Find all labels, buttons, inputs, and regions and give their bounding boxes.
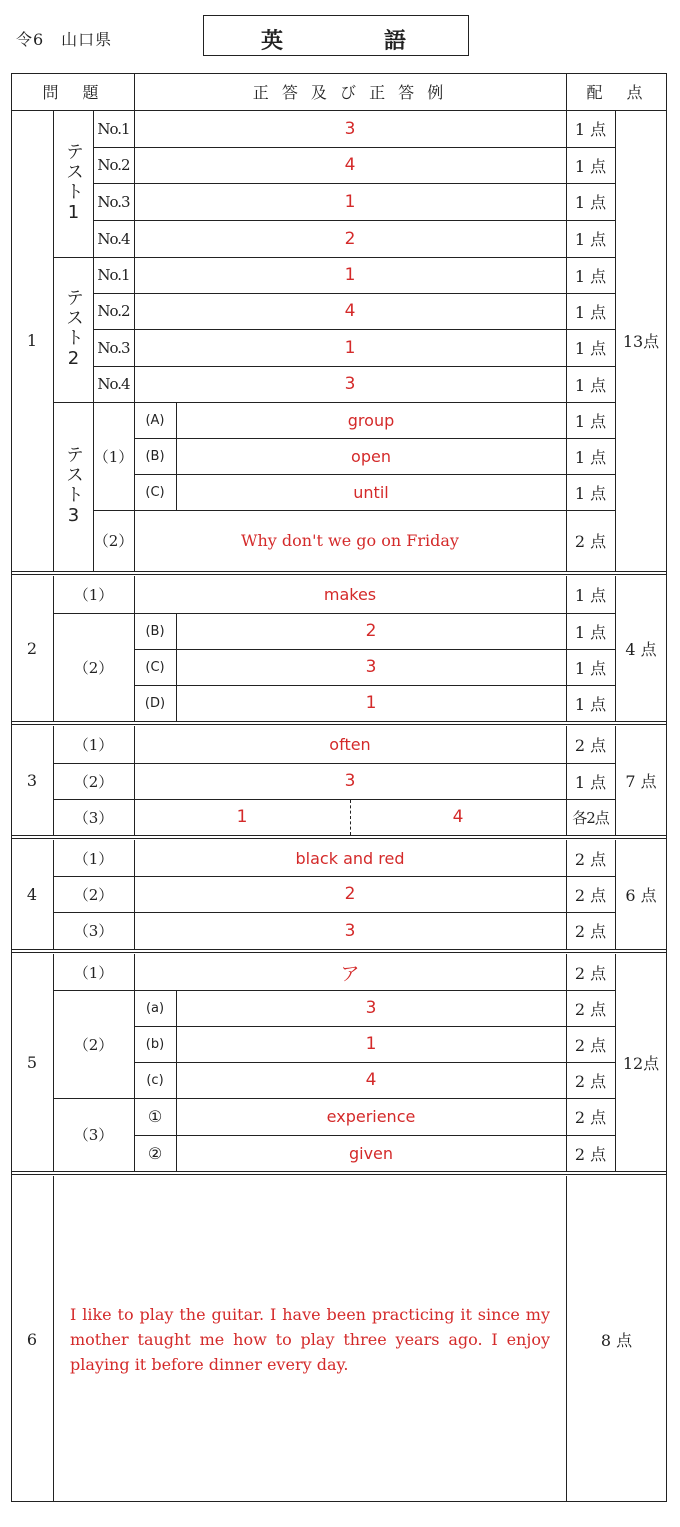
q5-answer-3-1: experience bbox=[326, 1107, 416, 1126]
q1-t2-answer-2: 4 bbox=[344, 301, 356, 321]
q1-t1-no2: No.2 bbox=[97, 156, 130, 174]
q1-points-4: 1 点 bbox=[574, 230, 607, 249]
q5-points-6: 2 点 bbox=[574, 1144, 607, 1164]
q1-points-9: 1 点 bbox=[574, 411, 607, 431]
q5-points-2: 2 点 bbox=[574, 999, 607, 1019]
q5-mark-a: (a) bbox=[145, 1000, 165, 1016]
q5-points-3: 2 点 bbox=[574, 1035, 607, 1055]
q2-points-1: 1 点 bbox=[574, 586, 607, 605]
q4-answer-3: 3 bbox=[344, 920, 356, 941]
q2-answer-b: 2 bbox=[365, 621, 377, 641]
q1-t1-no1: No.1 bbox=[97, 119, 130, 138]
q1-points-5: 1 点 bbox=[574, 266, 607, 286]
q1-number: 1 bbox=[26, 331, 38, 350]
q1-t2-no1: No.1 bbox=[97, 266, 130, 284]
header-points: 配 点 bbox=[586, 83, 647, 102]
q1-t2-answer-4: 3 bbox=[344, 374, 356, 394]
q1-points-8: 1 点 bbox=[574, 375, 607, 395]
q1-points-10: 1 点 bbox=[574, 447, 607, 467]
q1-t3-sub1: （1） bbox=[93, 447, 134, 466]
q5-answer-b: 1 bbox=[365, 1034, 377, 1054]
q1-t2-answer-3: 1 bbox=[344, 337, 356, 358]
q1-t2-answer-1: 1 bbox=[344, 265, 356, 285]
q1-t1-answer-3: 1 bbox=[344, 191, 356, 212]
q5-sub1: （1） bbox=[73, 963, 114, 982]
q3-answer-2: 3 bbox=[344, 771, 356, 791]
q1-t1-answer-1: 3 bbox=[344, 118, 356, 139]
q6-number: 6 bbox=[26, 1329, 38, 1349]
q4-points-2: 2 点 bbox=[574, 885, 607, 905]
q2-mark-d: (D) bbox=[144, 695, 166, 711]
q1-t1-answer-2: 4 bbox=[344, 155, 356, 175]
q1-t3-mark-b: (B) bbox=[145, 448, 165, 464]
q4-sub1: （1） bbox=[73, 849, 114, 868]
q1-total-points: 13点 bbox=[622, 332, 660, 351]
q5-answer-1: ア bbox=[340, 962, 360, 985]
q2-answer-c: 3 bbox=[365, 657, 377, 677]
q2-number: 2 bbox=[26, 639, 38, 658]
q3-answer-1: often bbox=[329, 735, 371, 754]
q1-t3-sub2: （2） bbox=[93, 532, 134, 550]
q1-points-3: 1 点 bbox=[574, 193, 607, 212]
q1-points-1: 1 点 bbox=[574, 120, 607, 139]
q1-t2-no2: No.2 bbox=[97, 302, 130, 320]
q1-t2-no4: No.4 bbox=[97, 375, 130, 393]
title-box bbox=[203, 15, 469, 56]
q5-mark-c: (c) bbox=[146, 1072, 164, 1088]
q3-answer-3b: 4 bbox=[452, 807, 464, 827]
q5-points-1: 2 点 bbox=[574, 963, 607, 983]
q4-sub3: （3） bbox=[73, 922, 114, 940]
q3-sub2: （2） bbox=[73, 772, 114, 791]
q5-answer-a: 3 bbox=[365, 998, 377, 1018]
q4-total-points: 6 点 bbox=[625, 886, 657, 905]
q1-points-7: 1 点 bbox=[574, 339, 607, 358]
header-answer: 正 答 及 び 正 答 例 bbox=[252, 83, 448, 102]
q4-number: 4 bbox=[26, 885, 38, 904]
q1-t2-no3: No.3 bbox=[97, 338, 130, 357]
q5-number: 5 bbox=[26, 1053, 38, 1072]
q3-points-2: 1 点 bbox=[574, 772, 607, 792]
q5-answer-3-2: given bbox=[348, 1143, 394, 1163]
q5-answer-c: 4 bbox=[365, 1070, 377, 1090]
q1-points-12: 2 点 bbox=[574, 532, 607, 551]
q5-mark-2: ② bbox=[147, 1143, 163, 1163]
q1-t3-mark-a: (A) bbox=[145, 412, 165, 428]
q5-points-4: 2 点 bbox=[574, 1071, 607, 1091]
header-mondai: 問 題 bbox=[42, 83, 103, 102]
q3-points-1: 2 点 bbox=[574, 736, 607, 755]
q4-points-1: 2 点 bbox=[574, 849, 607, 869]
q3-sub1: （1） bbox=[73, 736, 114, 754]
q5-sub3: （3） bbox=[73, 1126, 114, 1144]
title-char-1: 英 bbox=[261, 29, 284, 54]
q6-total-points: 8 点 bbox=[600, 1330, 633, 1350]
q1-t3-answer-2: Why don't we go on Friday bbox=[241, 531, 459, 550]
q1-points-11: 1 点 bbox=[574, 483, 607, 503]
q4-answer-1: black and red bbox=[295, 848, 405, 868]
q3-sub3: （3） bbox=[73, 808, 114, 827]
q1-t3-answer-a: group bbox=[347, 410, 395, 430]
q1-points-6: 1 点 bbox=[574, 302, 607, 322]
q5-total-points: 12点 bbox=[622, 1054, 660, 1073]
q4-sub2: （2） bbox=[73, 885, 114, 904]
q2-points-3: 1 点 bbox=[574, 658, 607, 678]
title-char-2: 語 bbox=[384, 29, 407, 54]
q2-points-4: 1 点 bbox=[574, 694, 607, 714]
q1-t3-answer-b: open bbox=[351, 446, 391, 466]
q1-points-2: 1 点 bbox=[574, 156, 607, 176]
q1-test3-label: テスト3 bbox=[63, 445, 84, 528]
q1-test2-label: テスト2 bbox=[63, 288, 84, 371]
q2-total-points: 4 点 bbox=[625, 640, 657, 659]
q2-points-2: 1 点 bbox=[574, 622, 607, 642]
q1-test1-label: テスト1 bbox=[63, 142, 84, 225]
q5-points-5: 2 点 bbox=[574, 1108, 607, 1127]
q4-answer-2: 2 bbox=[344, 884, 356, 904]
q5-mark-1: ① bbox=[147, 1107, 163, 1126]
q2-sub1: （1） bbox=[73, 586, 114, 604]
q2-answer-d: 1 bbox=[365, 693, 377, 713]
q1-t1-no4: No.4 bbox=[97, 229, 130, 248]
q3-number: 3 bbox=[26, 771, 38, 790]
q3-total-points: 7 点 bbox=[625, 772, 657, 791]
q3-answer-3a: 1 bbox=[236, 807, 248, 827]
q4-points-3: 2 点 bbox=[574, 922, 607, 941]
exam-label: 令6 山口県 bbox=[16, 30, 113, 49]
q2-sub2: （2） bbox=[73, 658, 114, 677]
q1-t3-answer-c: until bbox=[353, 482, 389, 502]
q1-t1-no3: No.3 bbox=[97, 192, 130, 211]
q1-t1-answer-4: 2 bbox=[344, 228, 356, 249]
q5-sub2: （2） bbox=[73, 1035, 114, 1054]
q6-answer-box bbox=[70, 1176, 550, 1502]
q6-answer: I like to play the guitar. I have been practicing it since my mother taught me how to play three years ago. I enjoy playing it before dinner every day. bbox=[70, 1304, 550, 1374]
q2-mark-b: (B) bbox=[145, 623, 165, 639]
q2-answer-1: makes bbox=[323, 585, 377, 604]
q3-points-3: 各2点 bbox=[572, 808, 609, 827]
q1-t3-mark-c: (C) bbox=[145, 484, 165, 500]
q5-mark-b: (b) bbox=[145, 1036, 165, 1052]
q2-mark-c: (C) bbox=[145, 659, 165, 675]
